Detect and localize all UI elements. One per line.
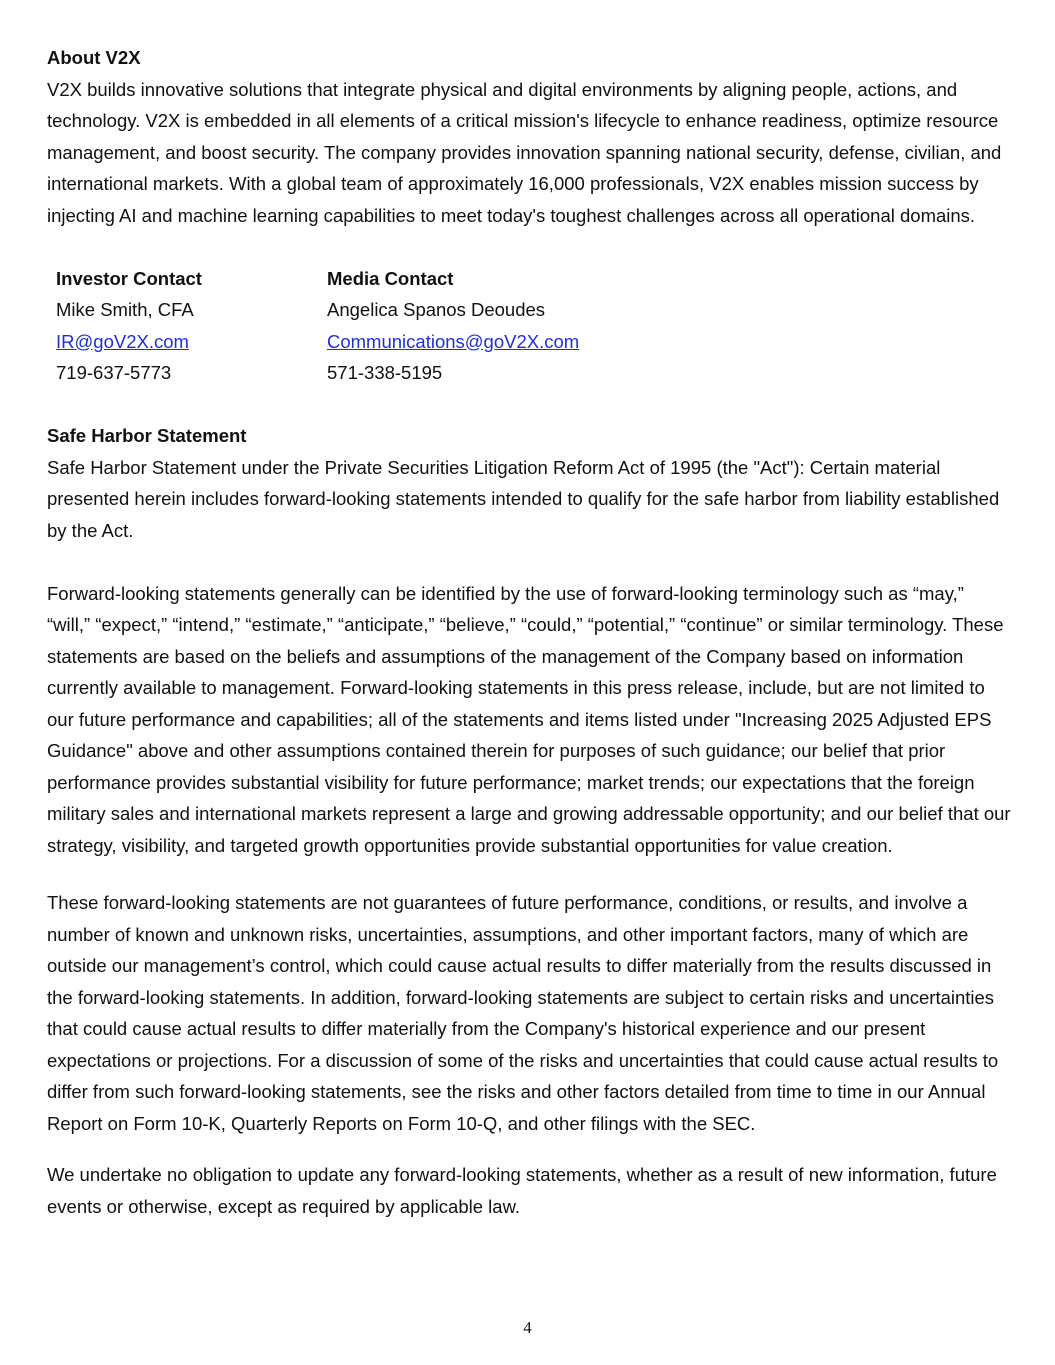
investor-contact-title: Investor Contact xyxy=(56,267,202,289)
about-paragraph: V2X builds innovative solutions that integrate physical and digital environments by aligning people, actions, and technology. V2X is embedded in all elements of a critical mission's lifecycle to enhance readiness, optimize resource management, and boost security. The company provides innovation spanning national security, defense, civilian, and international markets. With a global team of approximately 16,000 professionals, V2X enables mission success by injecting AI and machine learning capabilities to meet today's toughest challenges across all operational domains. xyxy=(47,78,1002,226)
spacer xyxy=(47,861,1012,887)
media-contact-title: Media Contact xyxy=(327,267,454,289)
media-contact xyxy=(327,263,727,389)
spacer xyxy=(47,1139,1012,1159)
spacer xyxy=(47,389,1012,421)
media-contact-phone: 571-338-5195 xyxy=(327,362,443,383)
obligation-paragraph: We undertake no obligation to update any forward-looking statements, whether as a result of new information, future events or otherwise, except as required by applicable law. xyxy=(47,1164,997,1217)
risks-paragraph: These forward-looking statements are not guarantees of future performance, conditions, or results, and involve a number of known and unknown risks, uncertainties, assumptions, and other important factors, many of which are outside our management’s control, which could cause actual results to differ materially from the results discussed in the forward-looking statements. In addition, forward-looking statements are subject to certain risks and uncertainties that could cause actual results to differ materially from the Company's historical experience and our present expectations or projections. For a discussion of some of the risks and uncertainties that could cause actual results to differ from such forward-looking statements, see the risks and other factors detailed from time to time in our Annual Report on Form 10-K, Quarterly Reports on Form 10-Q, and other filings with the SEC. xyxy=(47,892,999,1134)
about-heading: About V2X xyxy=(47,47,141,68)
forward-looking-paragraph: Forward-looking statements generally can be identified by the use of forward-looking terminology such as “may,” “will,” “expect,” “intend,” “estimate,” “anticipate,” “believe,” “could,” “potential,” “continue” or similar terminology. These statements are based on the beliefs and assumptions of the management of the Company based on information currently available to management. Forward-looking statements in this press release, include, but are not limited to our future performance and capabilities; all of the statements and items listed under "Increasing 2025 Adjusted EPS Guidance" above and other assumptions contained therein for purposes of such guidance; our belief that prior performance provides substantial visibility for future performance; market trends; our expectations that the foreign military sales and international markets represent a large and growing addressable opportunity; and our belief that our strategy, visibility, and targeted growth opportunities provide substantial opportunities for value creation. xyxy=(47,582,1011,856)
investor-contact-phone: 719-637-5773 xyxy=(56,362,172,383)
media-email-link[interactable]: Communications@goV2X.com xyxy=(327,330,580,352)
investor-email-link[interactable]: IR@goV2X.com xyxy=(56,330,189,352)
media-contact-name: Angelica Spanos Deoudes xyxy=(327,299,546,320)
spacer xyxy=(47,231,1012,263)
safe-harbor-heading: Safe Harbor Statement xyxy=(47,425,247,446)
investor-contact xyxy=(56,263,327,389)
investor-contact-name: Mike Smith, CFA xyxy=(56,299,194,320)
page-number: 4 xyxy=(523,1318,532,1337)
document-page xyxy=(47,42,1012,1222)
safe-harbor-paragraph: Safe Harbor Statement under the Private Securities Litigation Reform Act of 1995 (the "Act"): Certain material presented herein includes forward-looking statements intended to qualify for the safe harbor from liability established by the Act. xyxy=(47,456,1000,541)
spacer xyxy=(47,546,1012,578)
contacts-table xyxy=(56,263,1012,389)
